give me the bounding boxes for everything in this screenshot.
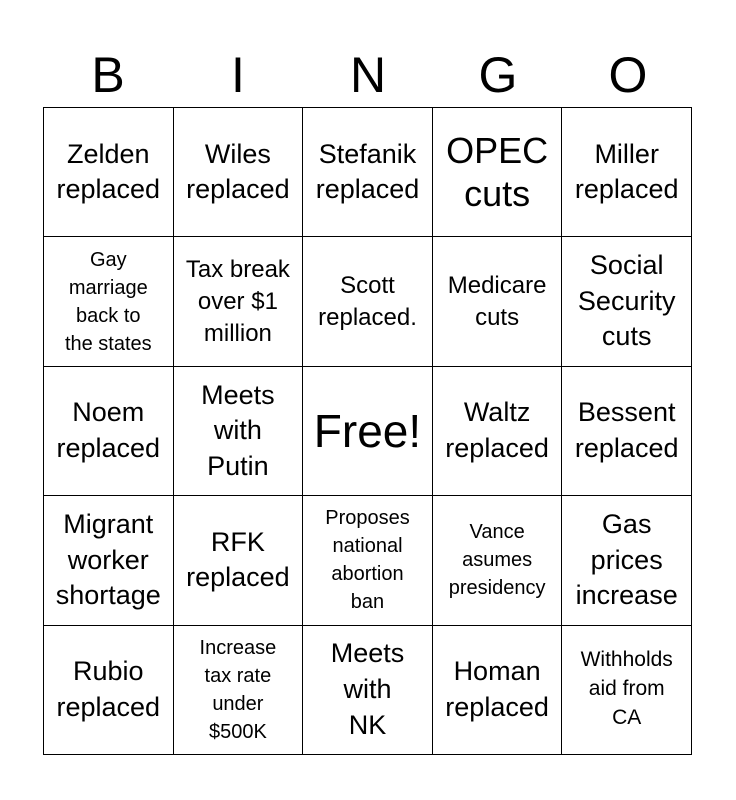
bingo-grid [43,107,692,755]
bingo-cell[interactable] [44,496,174,625]
cell-text: Gay marriage back to the states [64,248,152,355]
bingo-cell[interactable] [174,626,304,755]
cell-text: Zelden replaced [56,138,161,205]
header-letter-n: N [349,47,387,103]
bingo-cell[interactable] [562,108,692,237]
cell-text: Medicare cuts [447,271,547,331]
cell-text: Increase tax rate under $500K [199,636,277,743]
bingo-cell[interactable] [562,367,692,496]
bingo-cell[interactable] [174,108,304,237]
bingo-cell[interactable] [303,626,433,755]
bingo-cell[interactable] [174,367,304,496]
cell-text: Homan replaced [445,656,549,722]
cell-text: RFK replaced [186,526,290,593]
bingo-cell[interactable] [562,626,692,755]
bingo-cell[interactable] [174,496,304,625]
cell-text: Noem replaced [56,397,161,463]
cell-text: Rubio replaced [56,656,161,722]
free-space-label: Free! [313,404,422,457]
bingo-cell[interactable] [433,367,563,496]
free-space[interactable] [303,367,433,496]
header-letter-g: G [478,47,518,103]
header-letter-o: O [608,47,648,103]
bingo-cell[interactable] [174,237,304,366]
cell-text: Miller replaced [574,138,679,205]
cell-text: Bessent replaced [574,397,679,463]
cell-text: Stefanik replaced [315,138,420,205]
cell-text: Gas prices increase [575,508,678,611]
bingo-header [43,48,693,102]
bingo-cell[interactable] [303,108,433,237]
bingo-cell[interactable] [303,496,433,625]
bingo-cell[interactable] [433,108,563,237]
cell-text: Wiles replaced [186,138,290,205]
header-letter-b: B [91,47,125,103]
cell-text: Meets with Putin [201,379,275,481]
bingo-cell[interactable] [433,626,563,755]
bingo-cell[interactable] [433,237,563,366]
header-letter-i: I [231,47,245,103]
cell-text: Tax break over $1 million [185,255,290,347]
cell-text: Migrant worker shortage [55,508,161,611]
bingo-cell[interactable] [44,626,174,755]
cell-text: Social Security cuts [577,250,676,352]
cell-text: Withholds aid from CA [580,648,673,730]
bingo-cell[interactable] [562,237,692,366]
bingo-cell[interactable] [44,367,174,496]
bingo-cell[interactable] [433,496,563,625]
cell-text: Proposes national abortion ban [325,507,410,614]
bingo-cell[interactable] [44,108,174,237]
bingo-cell[interactable] [303,237,433,366]
cell-text: Meets with NK [330,638,405,740]
bingo-cell[interactable] [562,496,692,625]
cell-text: Scott replaced. [318,271,417,331]
cell-text: Vance asumes presidency [448,521,546,600]
cell-text: Waltz replaced [445,397,549,463]
cell-text: OPEC cuts [446,130,549,215]
bingo-cell[interactable] [44,237,174,366]
